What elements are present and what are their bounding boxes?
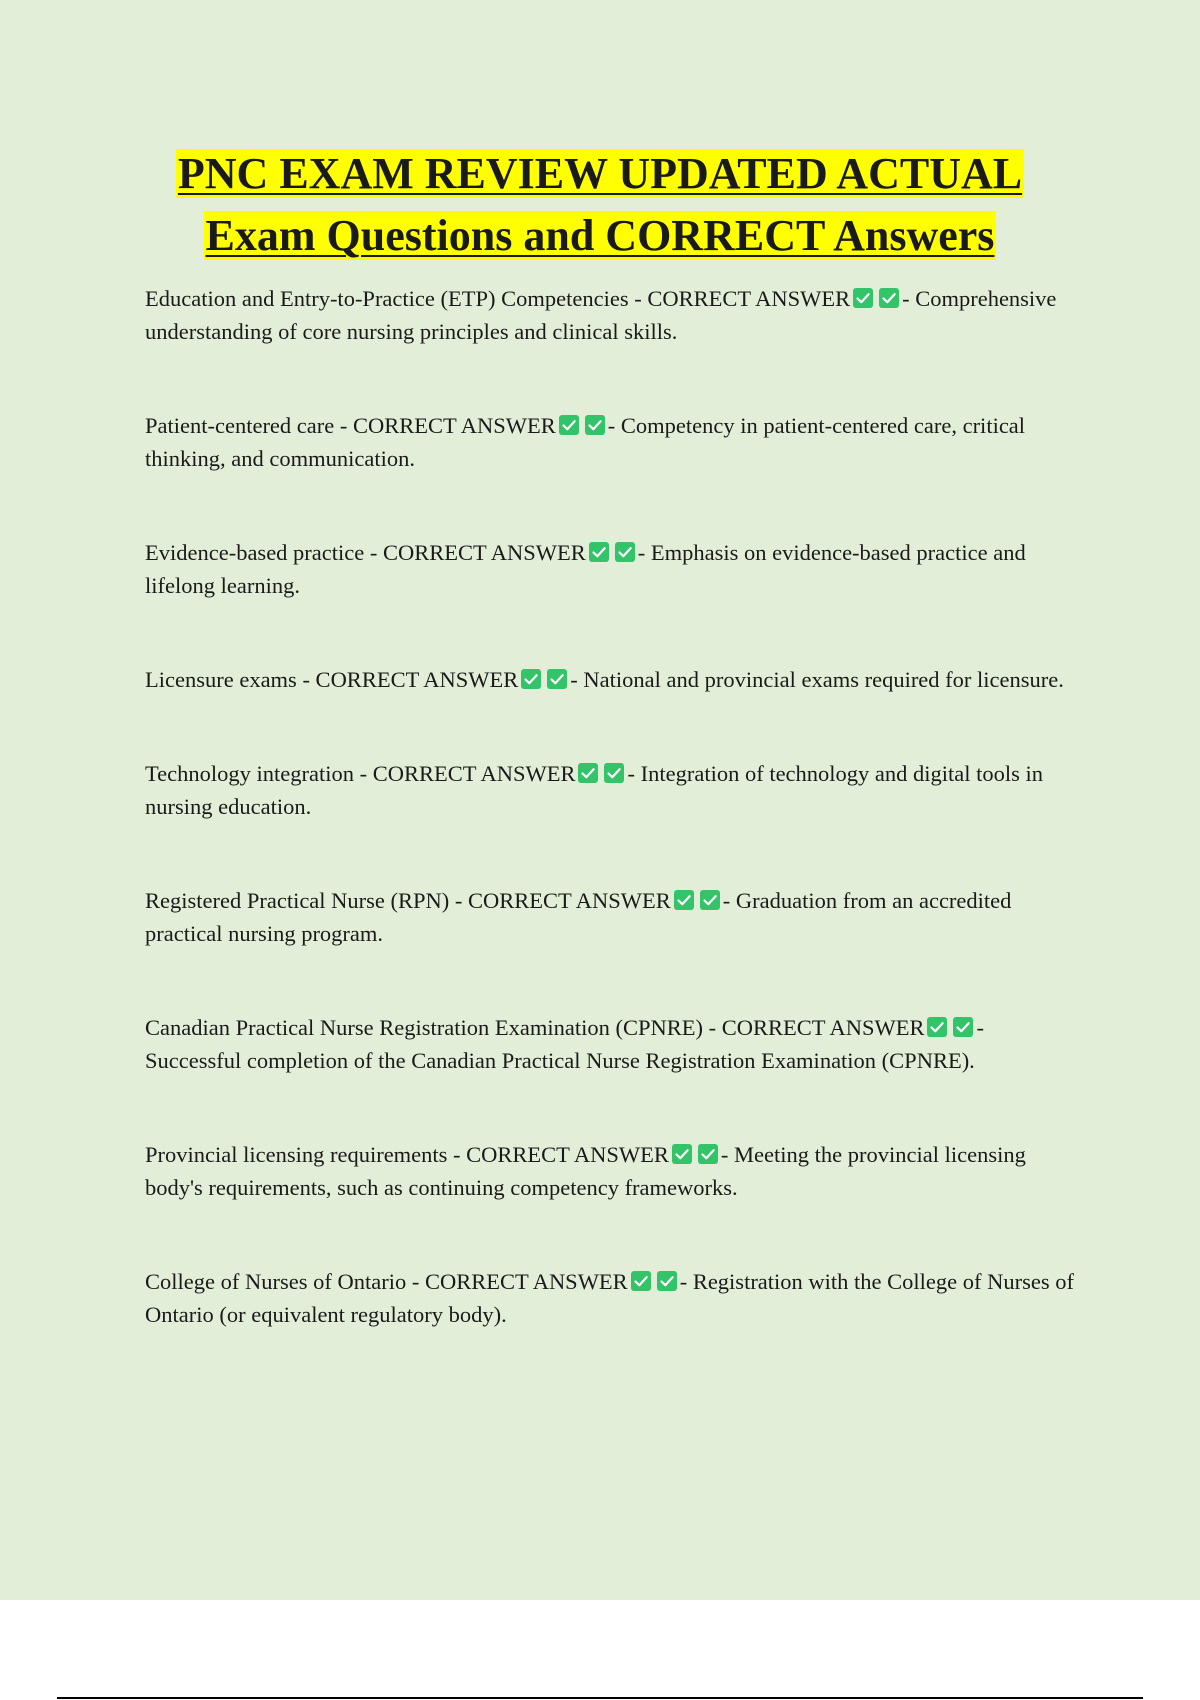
answer-separator: - (637, 540, 646, 565)
qa-term: Registered Practical Nurse (RPN) (145, 888, 450, 913)
check-mark-icon (589, 542, 609, 562)
qa-item (145, 1011, 1080, 1077)
answer-marker: - CORRECT ANSWER (634, 286, 851, 311)
qa-item (145, 1265, 1080, 1331)
qa-item (145, 282, 1080, 348)
check-mark-icon (578, 763, 598, 783)
check-mark-icon (521, 669, 541, 689)
qa-answer: Successful completion of the Canadian Practical Nurse Registration Examination (CPNRE). (145, 1048, 975, 1073)
qa-answer: Emphasis on evidence-based practice and lifelong learning. (145, 540, 1026, 598)
check-mark-icon (604, 763, 624, 783)
qa-item (145, 409, 1080, 475)
qa-item (145, 757, 1080, 823)
footer-divider (57, 1697, 1143, 1699)
answer-marker: - CORRECT ANSWER (708, 1015, 925, 1040)
qa-term: Education and Entry-to-Practice (ETP) Competencies (145, 286, 629, 311)
check-mark-icon (631, 1271, 651, 1291)
qa-term: Licensure exams (145, 667, 297, 692)
check-mark-icon (879, 288, 899, 308)
qa-term: Provincial licensing requirements (145, 1142, 448, 1167)
qa-term: Evidence-based practice (145, 540, 365, 565)
qa-answer: Integration of technology and digital tools in nursing education. (145, 761, 1044, 819)
answer-separator: - (570, 667, 578, 692)
check-mark-icon (953, 1017, 973, 1037)
answer-separator: - (607, 413, 616, 438)
check-mark-icon (674, 890, 694, 910)
answer-marker: - CORRECT ANSWER (453, 1142, 669, 1167)
qa-answer: Registration with the College of Nurses of Ontario (or equivalent regulatory body). (145, 1269, 1074, 1327)
check-mark-icon (559, 415, 579, 435)
qa-list (145, 282, 1080, 1392)
answer-marker: - CORRECT ANSWER (339, 413, 556, 438)
answer-marker: - CORRECT ANSWER (454, 888, 671, 913)
qa-answer: Competency in patient-centered care, critical thinking, and communication. (145, 413, 1026, 471)
answer-separator: - (720, 1142, 729, 1167)
answer-separator: - (627, 761, 635, 786)
answer-marker: - CORRECT ANSWER (302, 667, 519, 692)
answer-separator: - (976, 1015, 984, 1040)
answer-marker: - CORRECT ANSWER (411, 1269, 628, 1294)
check-mark-icon (547, 669, 567, 689)
qa-answer: Graduation from an accredited practical nursing program. (145, 888, 1012, 946)
title-line-2: Exam Questions and CORRECT Answers (205, 211, 995, 260)
answer-separator: - (902, 286, 910, 311)
qa-answer: Comprehensive understanding of core nursing principles and clinical skills. (145, 286, 1057, 344)
answer-separator: - (722, 888, 731, 913)
check-mark-icon (698, 1144, 718, 1164)
check-mark-icon (615, 542, 635, 562)
check-mark-icon (700, 890, 720, 910)
qa-answer: Meeting the provincial licensing body's requirements, such as continuing competency frameworks. (145, 1142, 1026, 1200)
check-mark-icon (672, 1144, 692, 1164)
qa-item (145, 1138, 1080, 1204)
answer-marker: - CORRECT ANSWER (369, 540, 586, 565)
qa-item (145, 536, 1080, 602)
answer-separator: - (679, 1269, 688, 1294)
qa-item (145, 884, 1080, 950)
check-mark-icon (853, 288, 873, 308)
qa-term: College of Nurses of Ontario (145, 1269, 407, 1294)
title-line-1: PNC EXAM REVIEW UPDATED ACTUAL (177, 149, 1023, 198)
qa-term: Canadian Practical Nurse Registration Examination (CPNRE) (145, 1015, 703, 1040)
answer-marker: - CORRECT ANSWER (359, 761, 576, 786)
document-title (0, 143, 1200, 267)
qa-item (145, 663, 1080, 696)
qa-term: Technology integration (145, 761, 354, 786)
check-mark-icon (927, 1017, 947, 1037)
qa-term: Patient-centered care (145, 413, 335, 438)
check-mark-icon (585, 415, 605, 435)
check-mark-icon (657, 1271, 677, 1291)
qa-answer: National and provincial exams required for licensure. (583, 667, 1064, 692)
